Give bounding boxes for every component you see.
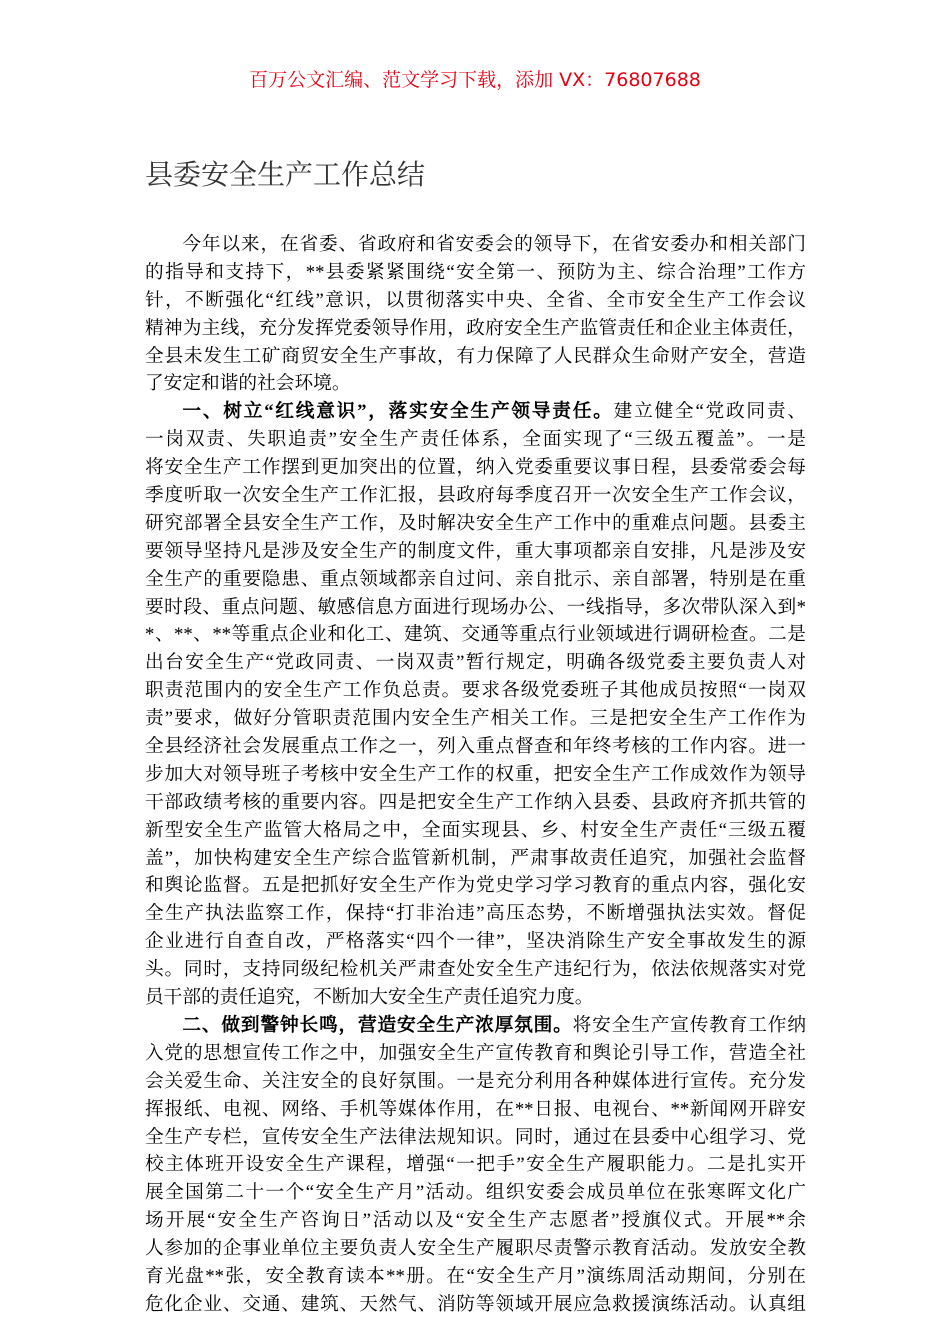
paragraph-3-line — [145, 1012, 806, 1040]
paragraph-1-line: 的指导和支持下，**县委紧紧围绕“安全第一、预防为主、综合治理”工作方 — [145, 261, 806, 283]
paragraph-3-line: 入党的思想宣传工作之中，加强安全生产宣传教育和舆论引导工作，营造全社 — [145, 1042, 806, 1064]
document-title: 县委安全生产工作总结 — [145, 158, 426, 191]
paragraph-2-line: 季度听取一次安全生产工作汇报，县政府每季度召开一次安全生产工作会议， — [145, 485, 806, 507]
paragraph-3-line: 挥报纸、电视、网络、手机等媒体作用，在**日报、电视台、**新闻网开辟安 — [145, 1098, 806, 1120]
paragraph-2-line: 一岗双责、失职追责”安全生产责任体系，全面实现了“三级五覆盖”。一是 — [145, 429, 806, 451]
paragraph-2-line: 出台安全生产“党政同责、一岗双责”暂行规定，明确各级党委主要负责人对 — [145, 652, 806, 674]
document-body — [145, 231, 806, 1319]
paragraph-2-line: 企业进行自查自改，严格落实“四个一律”，坚决消除生产安全事故发生的源 — [145, 931, 806, 953]
paragraph-2-line: 步加大对领导班子考核中安全生产工作的权重，把安全生产工作成效作为领导 — [145, 763, 806, 785]
paragraph-3-line: 场开展“安全生产咨询日”活动以及“安全生产志愿者”授旗仪式。开展**余 — [145, 1210, 806, 1232]
paragraph-2-line: 员干部的责任追究，不断加大安全生产责任追究力度。 — [145, 987, 594, 1009]
header-note: 百万公文汇编、范文学习下载，添加 VX：76807688 — [249, 69, 701, 91]
paragraph-3-line: 校主体班开设安全生产课程，增强“一把手”安全生产履职能力。二是扎实开 — [145, 1154, 806, 1176]
paragraph-2-line: 要领导坚持凡是涉及安全生产的制度文件，重大事项都亲自安排，凡是涉及安 — [145, 540, 806, 562]
paragraph-2-line: 全县经济社会发展重点工作之一，列入重点督查和年终考核的工作内容。进一 — [145, 736, 806, 758]
paragraph-2-line: 全生产的重要隐患、重点领域都亲自过问、亲自批示、亲自部署，特别是在重 — [145, 568, 806, 590]
paragraph-1-line: 针，不断强化“红线”意识，以贯彻落实中央、全省、全市安全生产工作会议 — [145, 289, 806, 311]
paragraph-3-line: 会关爱生命、关注安全的良好氛围。一是充分利用各种媒体进行宣传。充分发 — [145, 1070, 806, 1092]
paragraph-2-line: 盖”，加快构建安全生产综合监管新机制，严肃事故责任追究，加强社会监督 — [145, 847, 806, 869]
paragraph-1-line: 今年以来，在省委、省政府和省安委会的领导下，在省安委办和相关部门 — [182, 234, 806, 255]
paragraph-2-line: 和舆论监督。五是把抓好安全生产作为党史学习学习教育的重点内容，强化安 — [145, 875, 806, 897]
paragraph-3-line: 展全国第二十一个“安全生产月”活动。组织安委会成员单位在张寒晖文化广 — [145, 1182, 806, 1204]
paragraph-1-line: 精神为主线，充分发挥党委领导作用，政府安全生产监管责任和企业主体责任， — [145, 317, 806, 339]
paragraph-1-line: 全县未发生工矿商贸安全生产事故，有力保障了人民群众生命财产安全，营造 — [145, 345, 806, 367]
paragraph-2-line: 干部政绩考核的重要内容。四是把安全生产工作纳入县委、县政府齐抓共管的 — [145, 791, 806, 813]
section-2-heading: 二、做到警钟长鸣，营造安全生产浓厚氛围。 — [182, 1014, 573, 1036]
paragraph-3-line: 全生产专栏，宣传安全生产法律法规知识。同时，通过在县委中心组学习、党 — [145, 1126, 806, 1148]
paragraph-2-line: 将安全生产工作摆到更加突出的位置，纳入党委重要议事日程，县委常委会每 — [145, 457, 806, 479]
paragraph-2-first-line-text: 建立健全“党政同责、 — [613, 401, 806, 423]
paragraph-1-line: 了安定和谐的社会环境。 — [145, 373, 351, 395]
paragraph-2-line: 职责范围内的安全生产工作负总责。要求各级党委班子其他成员按照“一岗双 — [145, 680, 806, 702]
paragraph-2-line: *、**、**等重点企业和化工、建筑、交通等重点行业领域进行调研检查。二是 — [145, 624, 806, 646]
paragraph-2-line: 全生产执法监察工作，保持“打非治违”高压态势，不断增强执法实效。督促 — [145, 903, 806, 925]
paragraph-2-line: 新型安全生产监管大格局之中，全面实现县、乡、村安全生产责任“三级五覆 — [145, 819, 806, 841]
paragraph-2-line: 研究部署全县安全生产工作，及时解决安全生产工作中的重难点问题。县委主 — [145, 512, 806, 534]
paragraph-2-line — [145, 398, 806, 426]
paragraph-3-line: 人参加的企事业单位主要负责人安全生产履职尽责警示教育活动。发放安全教 — [145, 1238, 806, 1260]
paragraph-3-line: 危化企业、交通、建筑、天然气、消防等领域开展应急救援演练活动。认真组 — [145, 1293, 806, 1315]
section-1-heading: 一、树立“红线意识”，落实安全生产领导责任。 — [182, 401, 614, 423]
paragraph-2-line: 头。同时，支持同级纪检机关严肃查处安全生产违纪行为，依法依规落实对党 — [145, 959, 806, 981]
paragraph-3-line: 育光盘**张，安全教育读本**册。在“安全生产月”演练周活动期间，分别在 — [145, 1265, 806, 1287]
paragraph-3-first-line-text: 将安全生产宣传教育工作纳 — [572, 1014, 807, 1036]
paragraph-2-line: 要时段、重点问题、敏感信息方面进行现场办公、一线指导，多次带队深入到* — [145, 596, 806, 618]
paragraph-2-line: 责”要求，做好分管职责范围内安全生产相关工作。三是把安全生产工作作为 — [145, 708, 806, 730]
